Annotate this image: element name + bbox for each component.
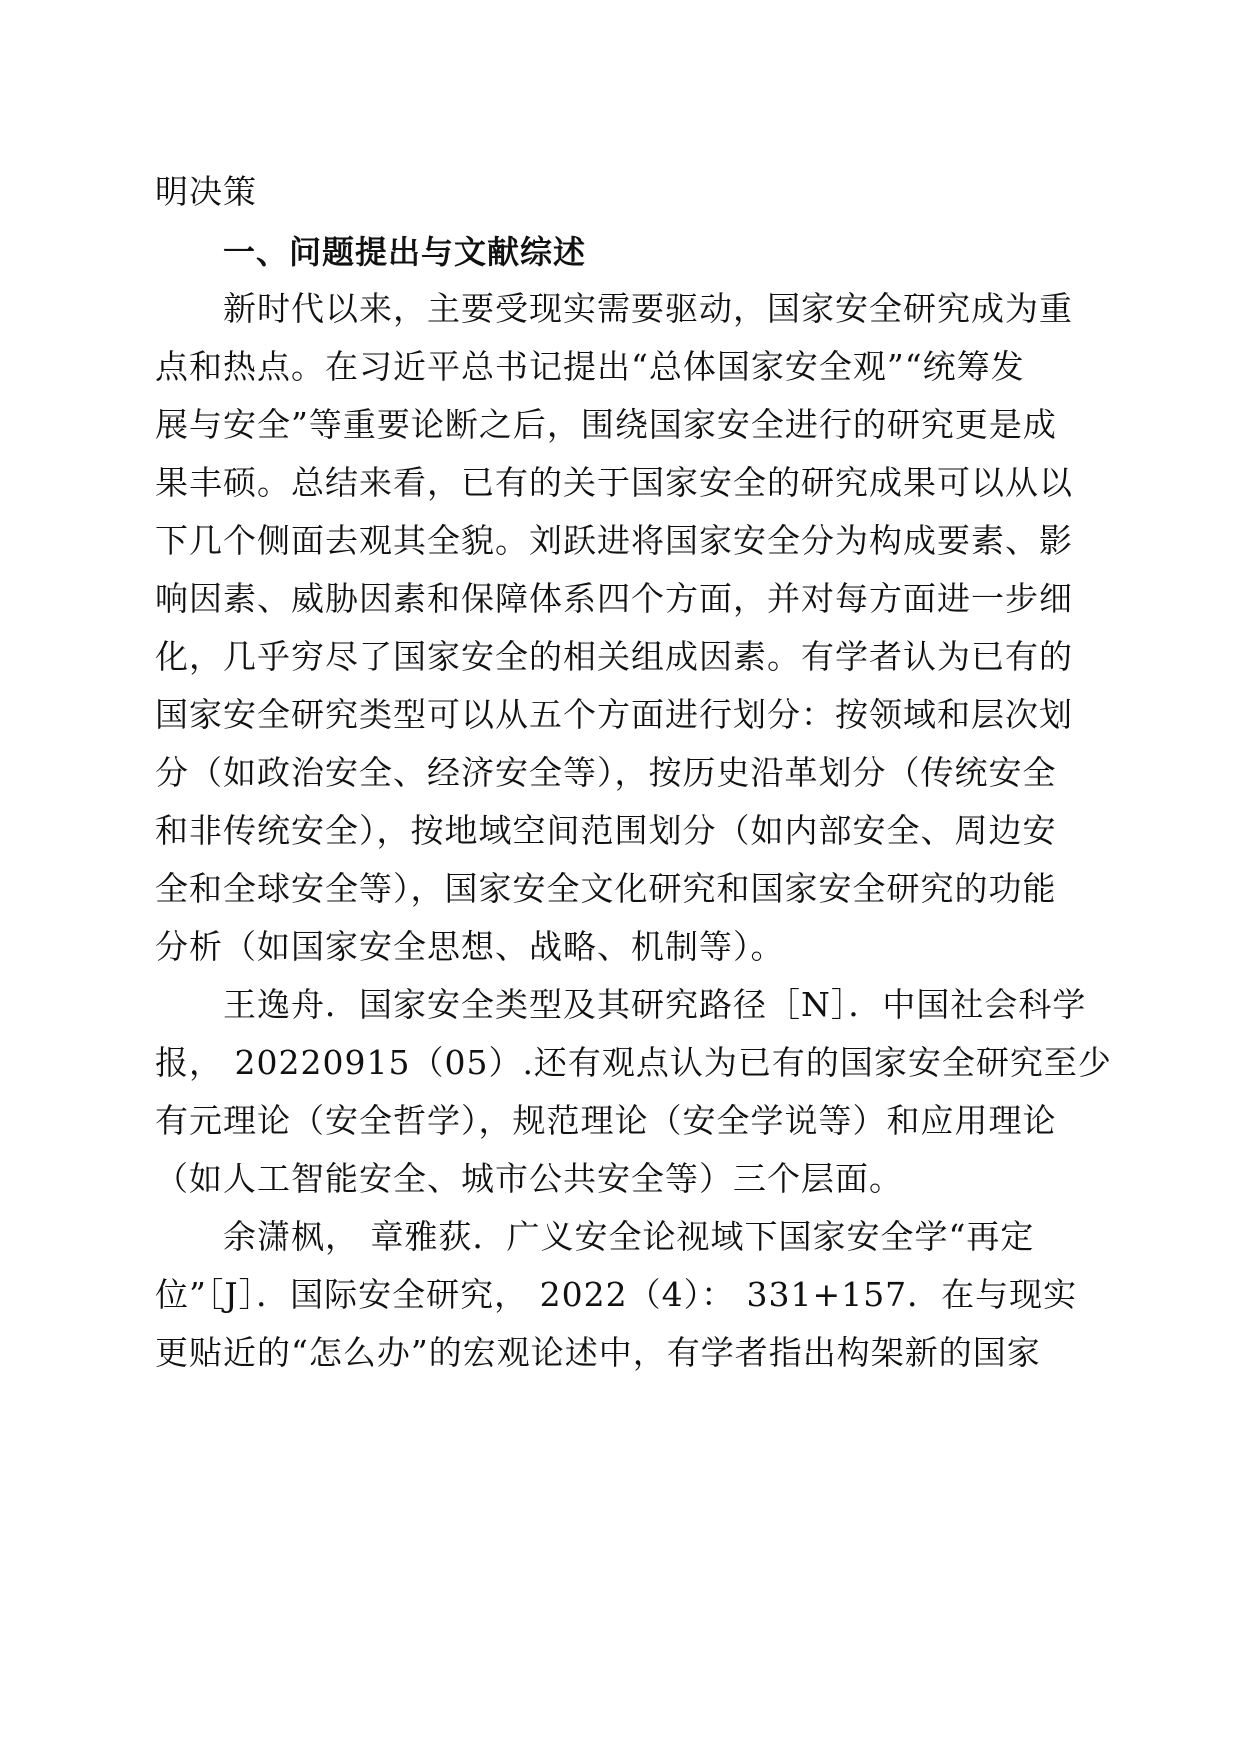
citation-line: 余潇枫， 章雅荻．广义安全论视域下国家安全学“再定 [223,1217,1035,1256]
text-line: （如人工智能安全、城市公共安全等）三个层面。 [155,1159,903,1198]
text-line: 分（如政治安全、经济安全等），按历史沿革划分（传统安全 [155,753,1057,792]
text-line: 和非传统安全），按地域空间范围划分（如内部安全、周边安 [155,811,1057,850]
text-line: 化，几乎穷尽了国家安全的相关组成因素。有学者认为已有的 [155,637,1073,676]
text-line-continuation: 明决策 [155,172,257,211]
text-line: 更贴近的“怎么办”的宏观论述中，有学者指出构架新的国家 [155,1333,1041,1372]
text-line: 点和热点。在习近平总书记提出“总体国家安全观”“统筹发 [155,347,1025,386]
text-line: 有元理论（安全哲学），规范理论（安全学说等）和应用理论 [155,1101,1057,1140]
text-line: 展与安全”等重要论断之后，围绕国家安全进行的研究更是成 [155,405,1057,444]
citation-line: 王逸舟．国家安全类型及其研究路径［N］．中国社会科学 [223,985,1087,1024]
citation-line: 位”［J］．国际安全研究， 2022（4）： 331+157．在与现实 [155,1275,1078,1314]
text-line: 国家安全研究类型可以从五个方面进行划分：按领域和层次划 [155,695,1073,734]
text-line: 果丰硕。总结来看，已有的关于国家安全的研究成果可以从以 [155,463,1073,502]
text-line: 新时代以来，主要受现实需要驱动，国家安全研究成为重 [223,289,1073,328]
text-line: 下几个侧面去观其全貌。刘跃进将国家安全分为构成要素、影 [155,521,1073,560]
text-line: 全和全球安全等），国家安全文化研究和国家安全研究的功能 [155,869,1057,908]
section-heading: 一、问题提出与文献综述 [223,233,587,271]
text-line: 响因素、威胁因素和保障体系四个方面，并对每方面进一步细 [155,579,1073,618]
citation-line: 报， 20220915（05）.还有观点认为已有的国家安全研究至少 [155,1043,1112,1082]
text-line: 分析（如国家安全思想、战略、机制等）。 [155,927,785,966]
